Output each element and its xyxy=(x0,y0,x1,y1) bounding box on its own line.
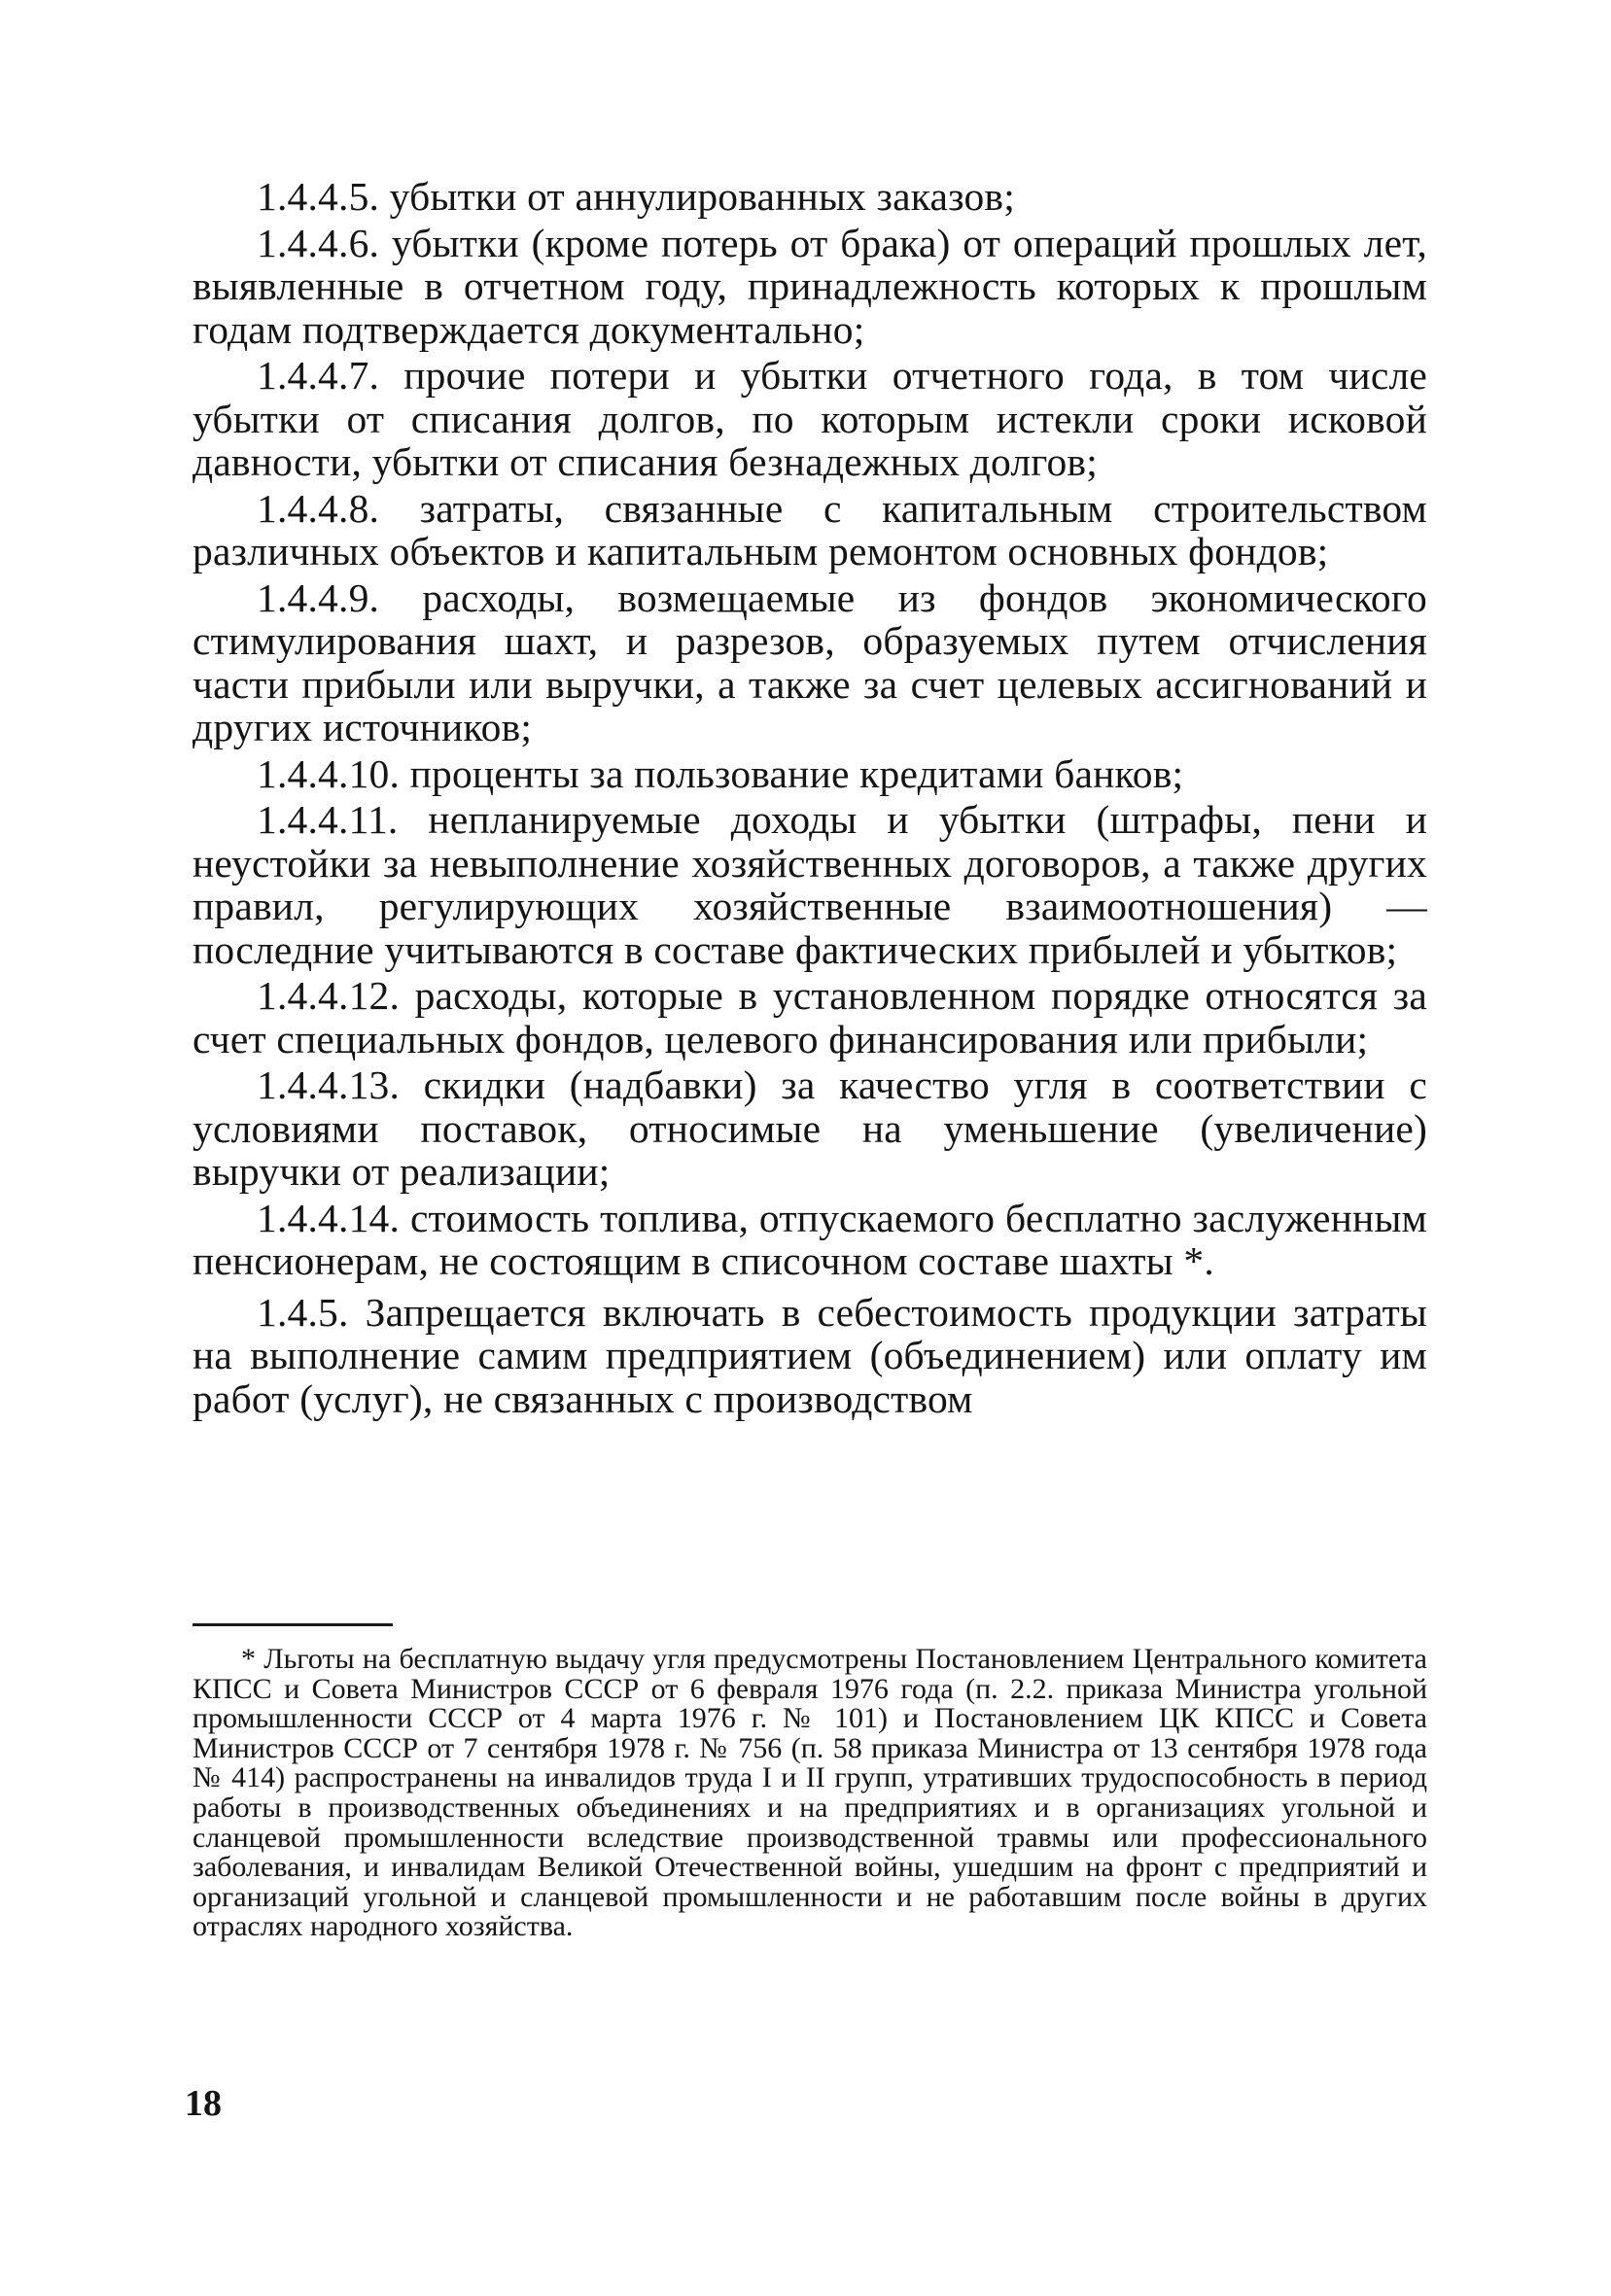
paragraph-1-4-4-5: 1.4.4.5. убытки от аннулированных заказов; xyxy=(257,174,1015,219)
footnote: * Льготы на бесплатную выдачу угля предусмотрены Постановлением Центрального комитета КПСС и Совета Министров СССР от 6 февраля 1976 года (п. 2.2. приказа Министра угольной промышленности СССР от 4 марта 1976 г. № 101) и Постановлением ЦК КПСС и Совета Министров СССР от 7 сентября 1978 г. № 756 (п. 58 приказа Министра от 13 сентября 1978 года № 414) распространены на инвалидов труда I и II групп, утративших трудоспособность в период работы в производственных объединениях и на предприятиях и в организациях угольной и сланцевой промышленности вследствие производственной травмы или профессионального заболевания, и инвалидам Великой Отечественной войны, ушедшим на фронт с предприятий и организаций угольной и сланцевой промышленности и не работавшим после войны в других отраслях народного хозяйства. xyxy=(193,1643,1427,1943)
paragraph-1-4-4-9: 1.4.4.9. расходы, возмещаемые из фондов экономического стимулирования шахт, и разрезов, образуемых путем отчисления части прибыли или выручки, а также за счет целевых ассигнований и других источников; xyxy=(193,574,1427,749)
paragraph-1-4-4-7: 1.4.4.7. прочие потери и убытки отчетного года, в том числе убытки от списания долгов, по которым истекли сроки исковой давности, убытки от списания безнадежных долгов; xyxy=(193,353,1427,484)
paragraph-1-4-4-11: 1.4.4.11. непланируемые доходы и убытки (штрафы, пени и неустойки за невыполнение хозяйственных договоров, а также других правил, регулирующих хозяйственные взаимоотношения) — последние учитываются в составе фактических прибылей и убытков; xyxy=(193,797,1427,972)
paragraph-1-4-4-12: 1.4.4.12. расходы, которые в установленном порядке относятся за счет специальных фондов, целевого финансирования или прибыли; xyxy=(193,973,1427,1061)
main-text xyxy=(193,175,1427,1423)
page-number: 18 xyxy=(185,2083,222,2124)
paragraph-1-4-4-14: 1.4.4.14. стоимость топлива, отпускаемого бесплатно заслуженным пенсионерам, не состоящим в списочном составе шахты *. xyxy=(193,1195,1427,1283)
paragraph-1-4-4-6: 1.4.4.6. убытки (кроме потерь от брака) от операций прошлых лет, выявленные в отчетном году, принадлежность которых к прошлым годам подтверждается документально; xyxy=(193,220,1427,352)
paragraph-1-4-4-10: 1.4.4.10. проценты за пользование кредитами банков; xyxy=(257,750,1184,796)
footnote-separator xyxy=(193,1623,393,1626)
paragraph-1-4-4-8: 1.4.4.8. затраты, связанные с капитальным строительством различных объектов и капитальным ремонтом основных фондов; xyxy=(193,485,1427,574)
paragraph-1-4-4-13: 1.4.4.13. скидки (надбавки) за качество угля в соответствии с условиями поставок, относимые на уменьшение (увеличение) выручки от реализации; xyxy=(193,1062,1427,1194)
paragraph-1-4-5: 1.4.5. Запрещается включать в себестоимость продукции затраты на выполнение самим предприятием (объединением) или оплату им работ (услуг), не связанных с производством xyxy=(193,1289,1427,1421)
